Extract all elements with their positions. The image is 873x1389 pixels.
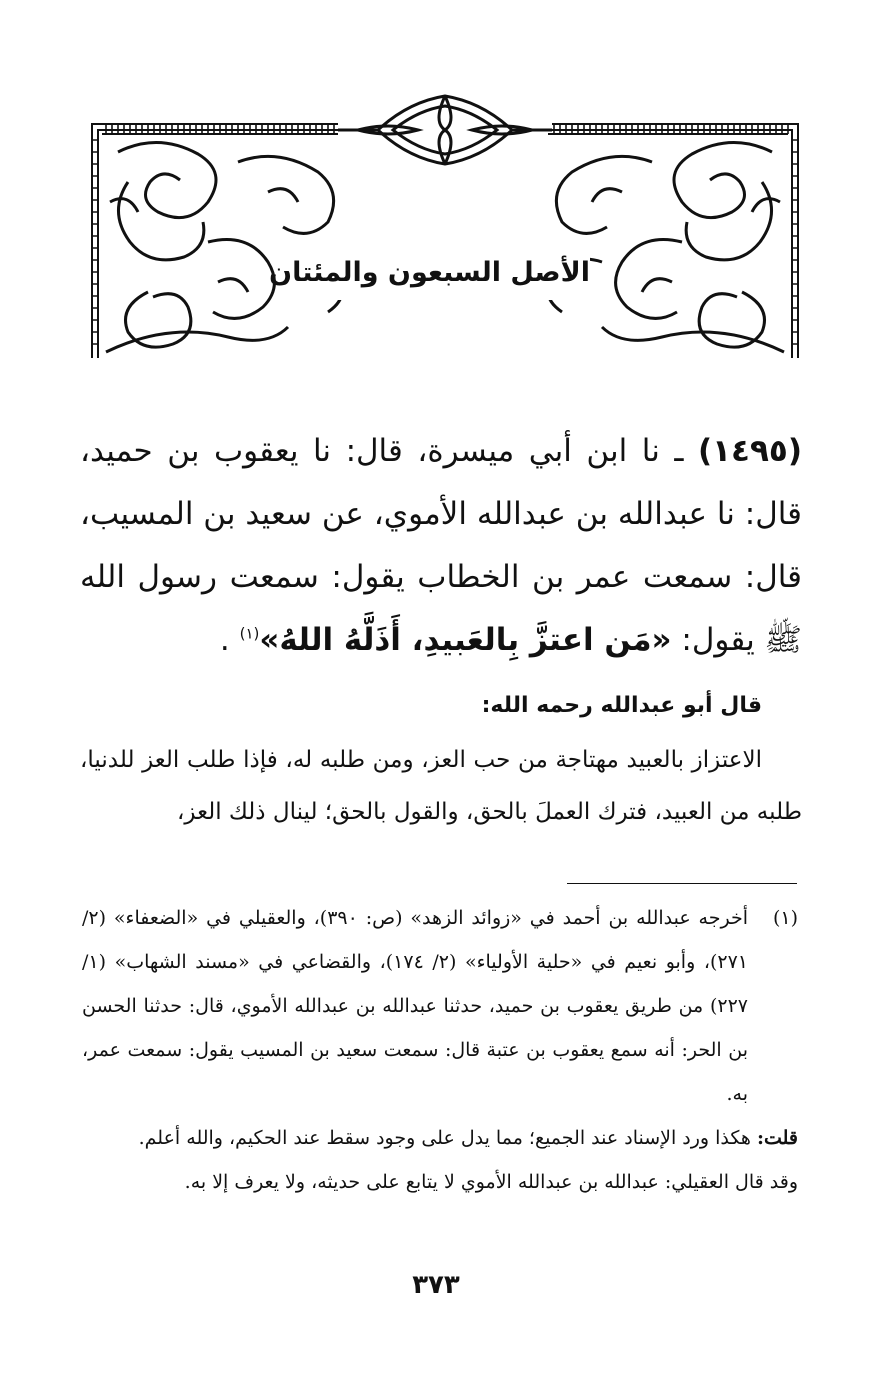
hadith-isnad: نا ابن أبي ميسرة، قال: نا يعقوب بن حميد، قال: نا عبدالله بن عبدالله الأموي، عن سعيد بن المسيب، قال: سمعت عمر بن الخطاب يقول: سمعت رسول الله ﷺ يقول:	[80, 433, 802, 658]
footnote-separator	[567, 883, 797, 884]
ornament-left-arabesque	[106, 142, 342, 352]
commentary-heading: قال أبو عبدالله رحمه الله:	[481, 693, 762, 718]
footnote-final-line: وقد قال العقيلي: عبدالله بن عبدالله الأموي لا يتابع على حديثه، ولا يعرف إلا به.	[184, 1171, 798, 1193]
ornament-center-crown	[338, 96, 552, 164]
chapter-title: الأصل السبعون والمئتان	[280, 250, 590, 300]
ornamental-header-frame	[88, 92, 802, 362]
footnote-marker: (١)	[772, 907, 798, 929]
footnotes	[82, 896, 798, 1204]
footnote-remark	[82, 1116, 798, 1160]
commentary-text: الاعتزاز بالعبيد مهتاجة من حب العز، ومن طلبه له، فإذا طلب العز للدنيا، طلبه من العبيد، فترك العملَ بالحق، والقول بالحق؛ لينال ذلك العز،	[80, 747, 802, 825]
footnote-reference[interactable]: (١)	[239, 624, 260, 643]
footnote-text: أخرجه عبدالله بن أحمد في «زوائد الزهد» (ص: ٣٩٠)، والعقيلي في «الضعفاء» (٢/ ٢٧١)، وأبو نعيم في «حلية الأولياء» (٢/ ١٧٤)، والقضاعي في «مسند الشهاب» (١/ ٢٢٧) من طريق يعقوب بن حميد، حدثنا عبدالله بن عبدالله الأموي، قال: حدثنا الحسن بن الحر: أنه سمع يعقوب بن عتبة قال: سمعت سعيد بن المسيب يقول: سمعت عمر، به.	[82, 907, 748, 1105]
hadith-matn: «مَن اعتزَّ بِالعَبيدِ، أَذَلَّهُ اللهُ»	[259, 622, 672, 658]
hadith-dash: ـ	[659, 433, 698, 469]
hadith-paragraph	[80, 420, 802, 672]
ornament-right-arabesque	[548, 142, 784, 352]
hadith-end: .	[219, 622, 240, 658]
footnote-remark-label: قلت:	[756, 1127, 798, 1149]
footnote-item	[82, 896, 798, 1116]
ornament-art	[88, 92, 802, 362]
main-text	[80, 420, 802, 838]
page-number: ٣٧٣	[412, 1270, 460, 1300]
footnote-remark-text: هكذا ورد الإسناد عند الجميع؛ مما يدل على وجود سقط عند الحكيم، والله أعلم.	[138, 1127, 757, 1149]
hadith-number: (١٤٩٥)	[697, 433, 802, 469]
